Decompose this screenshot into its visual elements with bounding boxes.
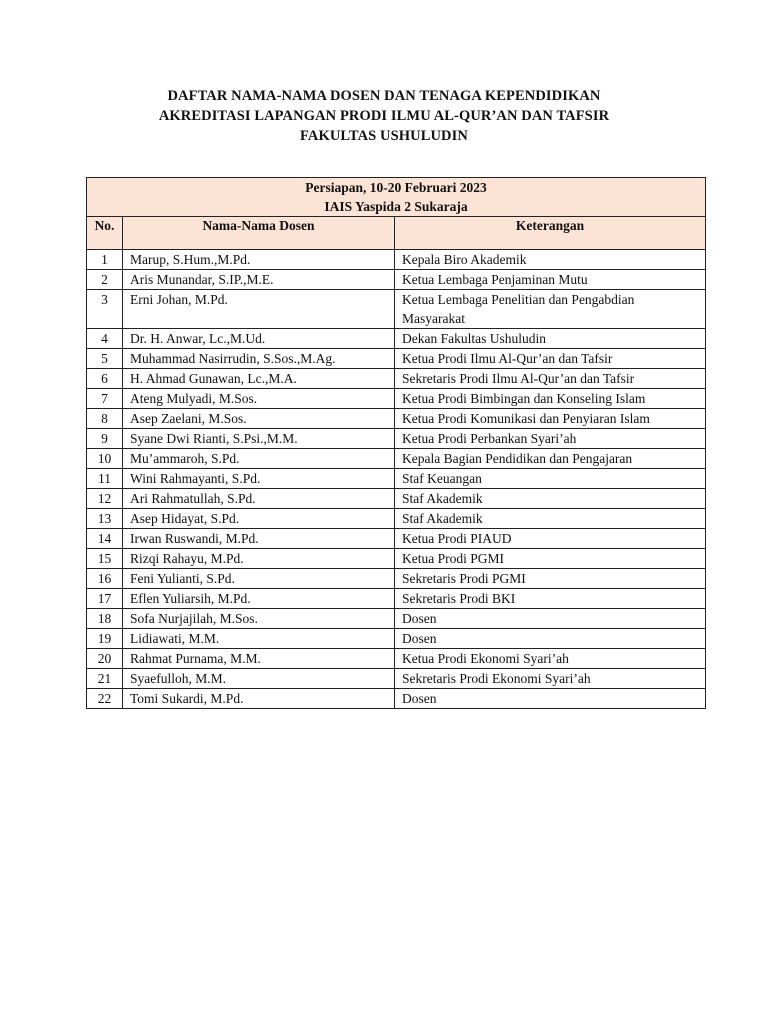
cell-name: Ateng Mulyadi, M.Sos. [123,389,395,409]
cell-name: H. Ahmad Gunawan, Lc.,M.A. [123,369,395,389]
cell-number: 22 [87,689,123,709]
cell-description: Ketua Prodi PIAUD [395,529,706,549]
cell-number: 19 [87,629,123,649]
cell-description: Sekretaris Prodi Ekonomi Syari’ah [395,669,706,689]
column-header-name: Nama-Nama Dosen [123,217,395,250]
cell-name: Ari Rahmatullah, S.Pd. [123,489,395,509]
cell-name: Syane Dwi Rianti, S.Psi.,M.M. [123,429,395,449]
cell-description: Ketua Prodi Ilmu Al-Qur’an dan Tafsir [395,349,706,369]
cell-number: 13 [87,509,123,529]
cell-name: Eflen Yuliarsih, M.Pd. [123,589,395,609]
cell-number: 10 [87,449,123,469]
cell-number: 11 [87,469,123,489]
cell-description: Ketua Prodi PGMI [395,549,706,569]
cell-description: Sekretaris Prodi PGMI [395,569,706,589]
cell-number: 1 [87,250,123,270]
table-row [87,509,706,529]
cell-number: 20 [87,649,123,669]
caption-line-1: Persiapan, 10-20 Februari 2023 [305,180,487,195]
cell-number: 5 [87,349,123,369]
title-line-1: DAFTAR NAMA-NAMA DOSEN DAN TENAGA KEPENDIDIKAN [167,88,601,104]
table-row [87,569,706,589]
cell-name: Aris Munandar, S.IP.,M.E. [123,270,395,290]
table-body [87,250,706,709]
cell-name: Lidiawati, M.M. [123,629,395,649]
cell-description: Dosen [395,629,706,649]
table-row [87,669,706,689]
cell-name: Mu’ammaroh, S.Pd. [123,449,395,469]
cell-description: Ketua Prodi Perbankan Syari’ah [395,429,706,449]
cell-number: 6 [87,369,123,389]
cell-description: Ketua Lembaga Penjaminan Mutu [395,270,706,290]
cell-name: Syaefulloh, M.M. [123,669,395,689]
cell-number: 21 [87,669,123,689]
cell-description: Staf Keuangan [395,469,706,489]
cell-name: Feni Yulianti, S.Pd. [123,569,395,589]
table-row [87,290,706,329]
cell-description: Ketua Prodi Bimbingan dan Konseling Islam [395,389,706,409]
cell-description: Ketua Lembaga Penelitian dan Pengabdian Masyarakat [395,290,706,329]
caption-line-2: IAIS Yaspida 2 Sukaraja [324,199,468,214]
table-row [87,349,706,369]
table-row [87,369,706,389]
cell-number: 15 [87,549,123,569]
cell-name: Asep Zaelani, M.Sos. [123,409,395,429]
cell-description: Dekan Fakultas Ushuludin [395,329,706,349]
table-row [87,529,706,549]
table-row [87,629,706,649]
cell-name: Asep Hidayat, S.Pd. [123,509,395,529]
cell-description: Dosen [395,689,706,709]
cell-number: 18 [87,609,123,629]
table-row [87,270,706,290]
cell-number: 14 [87,529,123,549]
column-header-description: Keterangan [395,217,706,250]
cell-name: Erni Johan, M.Pd. [123,290,395,329]
table-row [87,429,706,449]
cell-name: Tomi Sukardi, M.Pd. [123,689,395,709]
cell-name: Wini Rahmayanti, S.Pd. [123,469,395,489]
table-row [87,389,706,409]
cell-description: Ketua Prodi Ekonomi Syari’ah [395,649,706,669]
document-title [0,86,768,146]
table-row [87,689,706,709]
cell-number: 7 [87,389,123,409]
table-row [87,409,706,429]
cell-name: Irwan Ruswandi, M.Pd. [123,529,395,549]
staff-table [86,177,706,709]
cell-description: Ketua Prodi Komunikasi dan Penyiaran Islam [395,409,706,429]
table-row [87,469,706,489]
cell-description: Kepala Biro Akademik [395,250,706,270]
cell-number: 8 [87,409,123,429]
cell-number: 2 [87,270,123,290]
cell-number: 9 [87,429,123,449]
table-row [87,609,706,629]
cell-number: 17 [87,589,123,609]
table-row [87,250,706,270]
title-line-3: FAKULTAS USHULUDIN [300,128,468,144]
table-row [87,549,706,569]
cell-description: Sekretaris Prodi Ilmu Al-Qur’an dan Tafsir [395,369,706,389]
table-row [87,329,706,349]
table-row [87,449,706,469]
cell-name: Marup, S.Hum.,M.Pd. [123,250,395,270]
column-header-no: No. [87,217,123,250]
cell-name: Rahmat Purnama, M.M. [123,649,395,669]
cell-number: 3 [87,290,123,329]
cell-description: Dosen [395,609,706,629]
cell-number: 12 [87,489,123,509]
cell-name: Sofa Nurjajilah, M.Sos. [123,609,395,629]
table-row [87,649,706,669]
title-line-2: AKREDITASI LAPANGAN PRODI ILMU AL-QUR’AN DAN TAFSIR [158,108,610,124]
cell-name: Muhammad Nasirrudin, S.Sos.,M.Ag. [123,349,395,369]
cell-description: Staf Akademik [395,489,706,509]
cell-description: Sekretaris Prodi BKI [395,589,706,609]
cell-name: Dr. H. Anwar, Lc.,M.Ud. [123,329,395,349]
table-caption [87,178,706,217]
cell-number: 4 [87,329,123,349]
cell-description: Kepala Bagian Pendidikan dan Pengajaran [395,449,706,469]
cell-name: Rizqi Rahayu, M.Pd. [123,549,395,569]
table-caption-row [87,178,706,217]
table-row [87,489,706,509]
table-row [87,589,706,609]
cell-number: 16 [87,569,123,589]
cell-description: Staf Akademik [395,509,706,529]
table-header-row [87,217,706,250]
